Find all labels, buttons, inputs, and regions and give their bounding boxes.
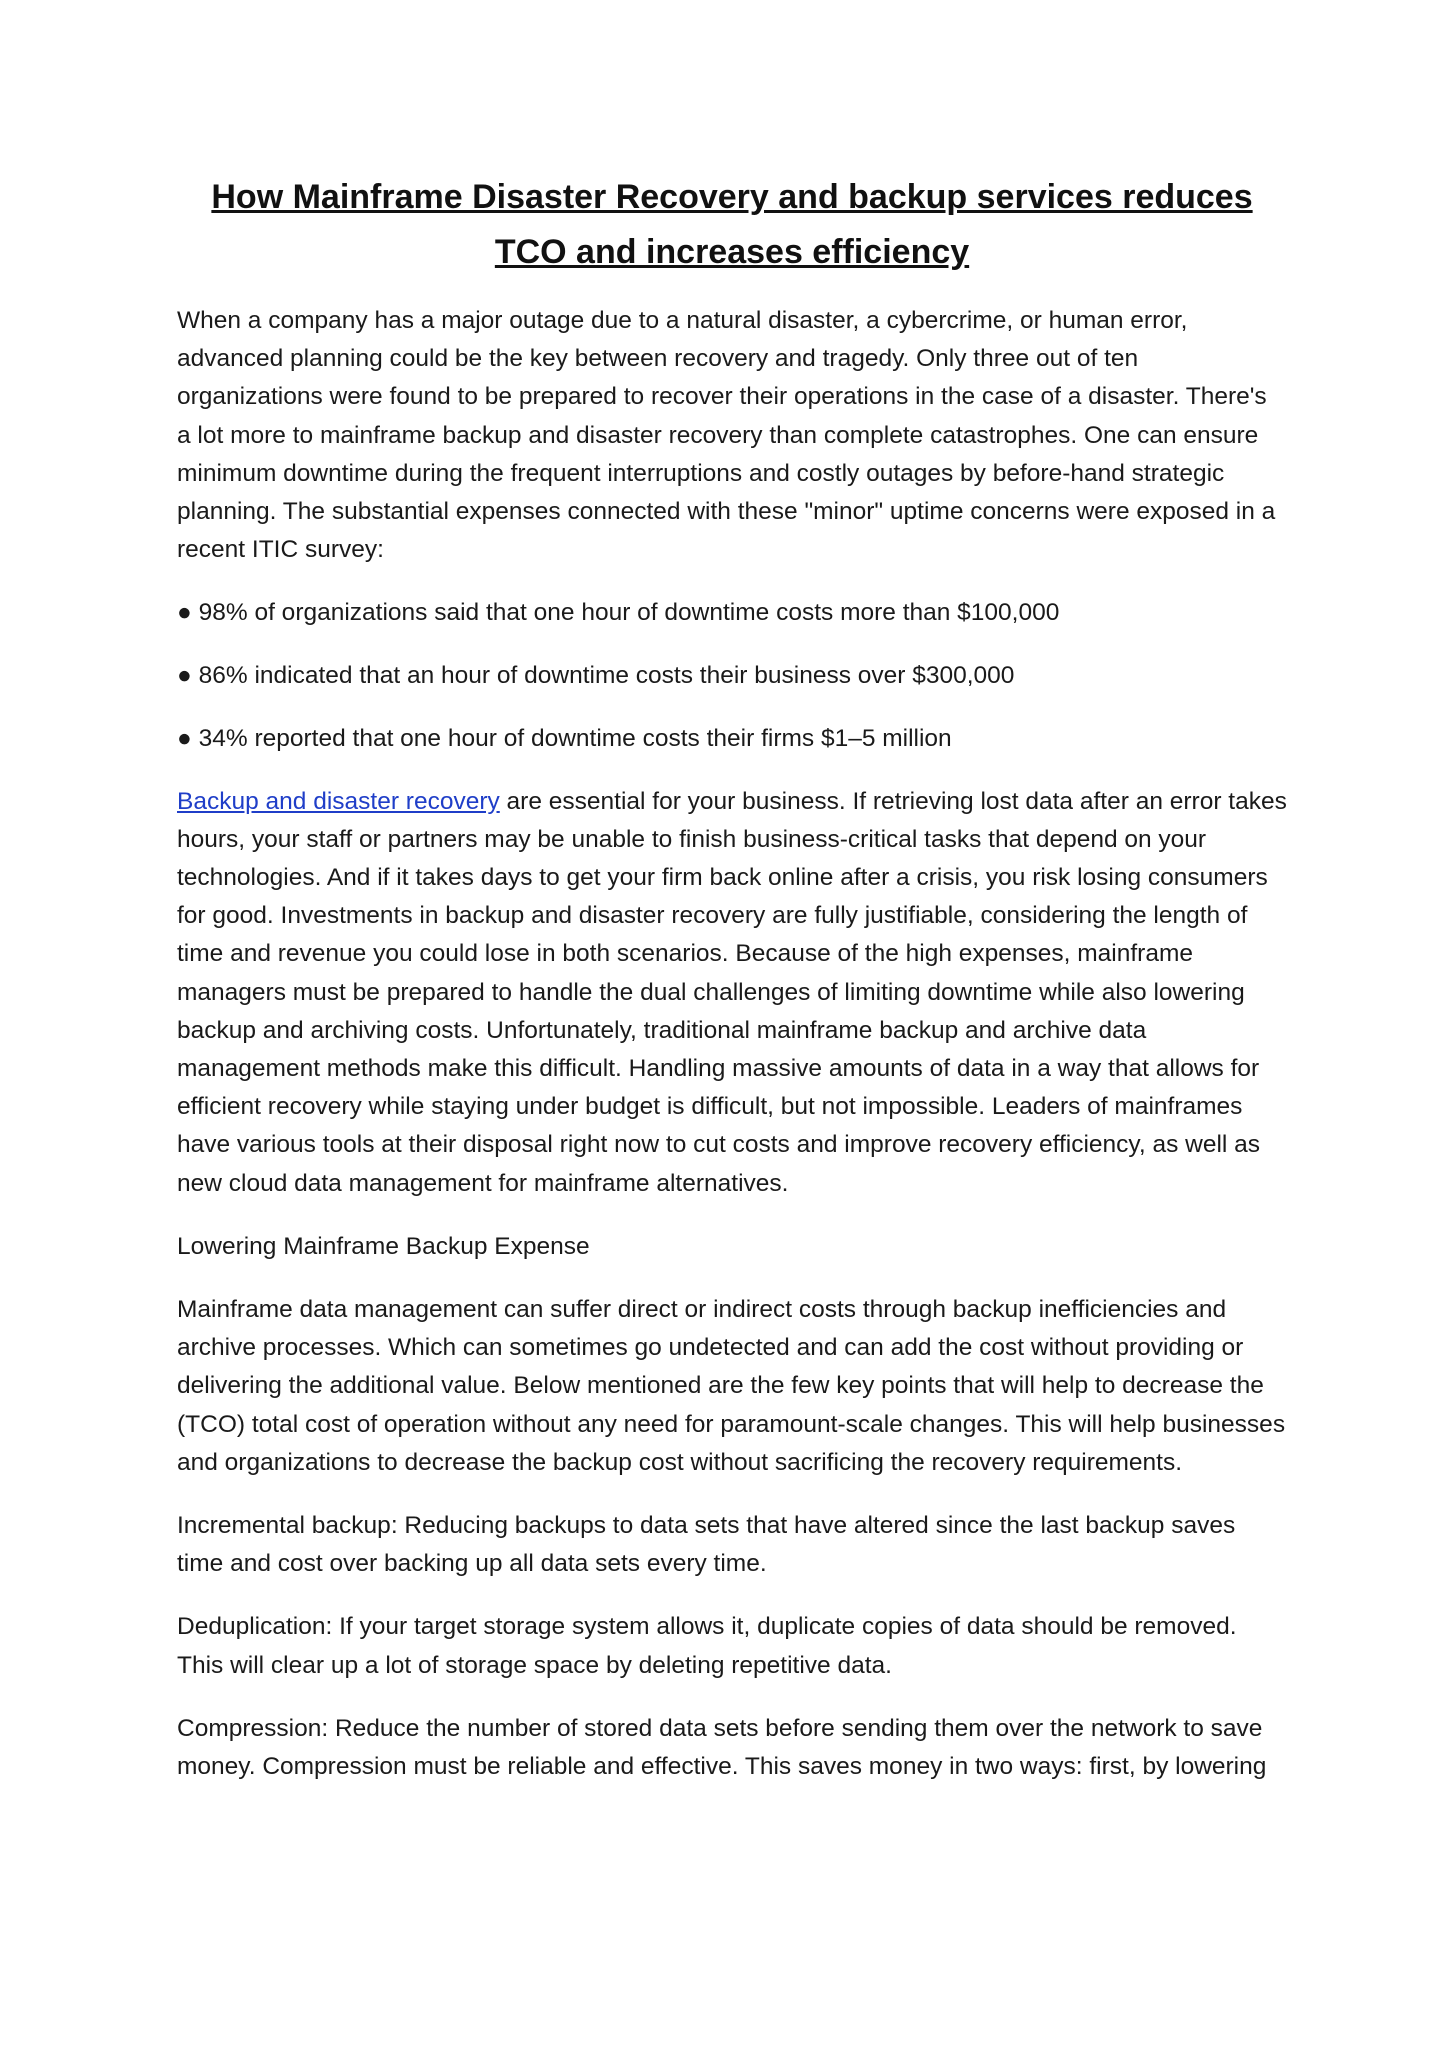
incremental-backup-paragraph: Incremental backup: Reducing backups to data sets that have altered since the last backup saves time and cost over backing up all data sets every time. bbox=[177, 1511, 1236, 1578]
title-line-1: How Mainframe Disaster Recovery and backup services reduces bbox=[211, 178, 1253, 216]
bullet-item-1: ● 98% of organizations said that one hour of downtime costs more than $100,000 bbox=[177, 599, 1060, 627]
backup-recovery-paragraph bbox=[177, 783, 1287, 1203]
cost-paragraph: Mainframe data management can suffer direct or indirect costs through backup inefficiencies and archive processes. Which can sometimes go undetected and can add the cost without providing or delivering the additional value. Below mentioned are the few key points that will help to decrease the (TCO) total cost of operation without any need for paramount-scale changes. This will help businesses and organizations to decrease the backup cost without sacrificing the recovery requirements. bbox=[177, 1295, 1286, 1476]
bullet-item-2: ● 86% indicated that an hour of downtime costs their business over $300,000 bbox=[177, 662, 1015, 690]
backup-recovery-link[interactable]: Backup and disaster recovery bbox=[177, 787, 500, 815]
bullet-item-3: ● 34% reported that one hour of downtime costs their firms $1–5 million bbox=[177, 724, 952, 752]
deduplication-paragraph: Deduplication: If your target storage system allows it, duplicate copies of data should be removed. This will clear up a lot of storage space by deleting repetitive data. bbox=[177, 1613, 1237, 1679]
backup-recovery-text: are essential for your business. If retrieving lost data after an error takes hours, your staff or partners may be unable to finish business-critical tasks that depend on your technologies. And if it takes days to get your firm back online after a crisis, you risk losing consumers for good. Investments in backup and disaster recovery are fully justifiable, considering the length of time and revenue you could lose in both scenarios. Because of the high expenses, mainframe managers must be prepared to handle the dual challenges of limiting downtime while also lowering backup and archiving costs. Unfortunately, traditional mainframe backup and archive data management methods make this difficult. Handling massive amounts of data in a way that allows for efficient recovery while staying under budget is difficult, but not impossible. Leaders of mainframes have various tools at their disposal right now to cut costs and improve recovery efficiency, as well as new cloud data management for mainframe alternatives. bbox=[177, 787, 1287, 1197]
page-title bbox=[177, 170, 1287, 280]
compression-paragraph: Compression: Reduce the number of stored data sets before sending them over the network to save money. Compression must be reliable and effective. This saves money in two ways: first, by lowering bbox=[177, 1714, 1267, 1780]
document-page bbox=[177, 170, 1287, 1811]
section-subheading: Lowering Mainframe Backup Expense bbox=[177, 1232, 590, 1260]
intro-paragraph: When a company has a major outage due to a natural disaster, a cybercrime, or human error, advanced planning could be the key between recovery and tragedy. Only three out of ten organizations were found to be prepared to recover their operations in the case of a disaster. There's a lot more to mainframe backup and disaster recovery than complete catastrophes. One can ensure minimum downtime during the frequent interruptions and costly outages by before-hand strategic planning. The substantial expenses connected with these "minor" uptime concerns were exposed in a recent ITIC survey: bbox=[177, 307, 1276, 564]
title-line-2: TCO and increases efficiency bbox=[494, 233, 970, 271]
